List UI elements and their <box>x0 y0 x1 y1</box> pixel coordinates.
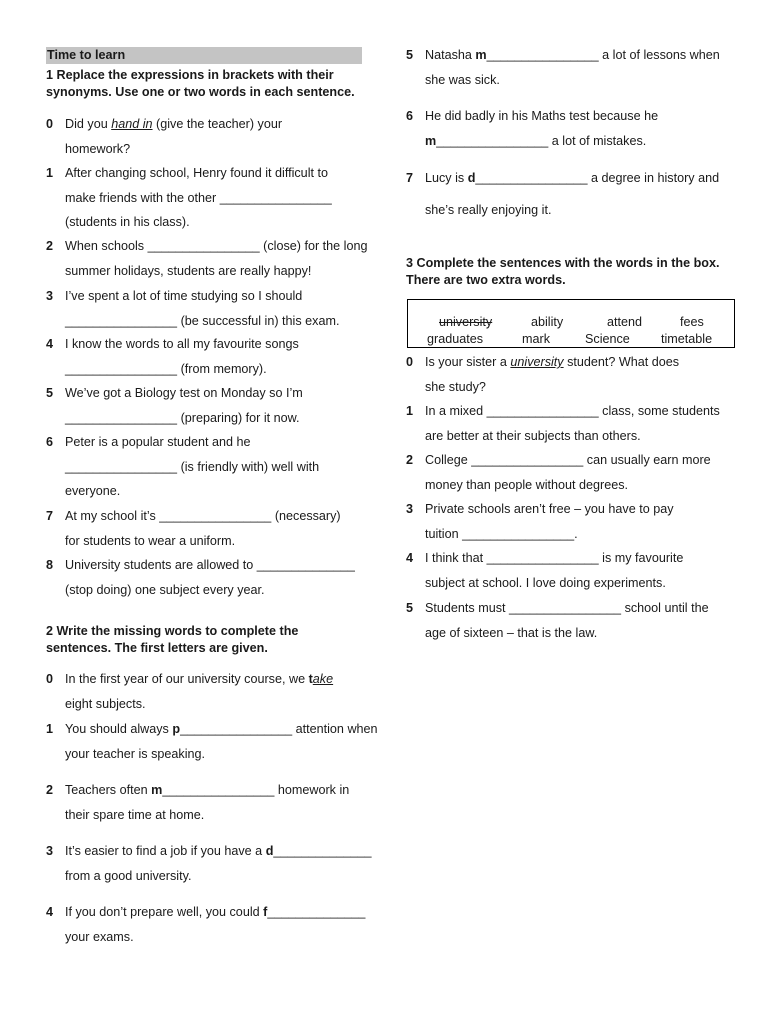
item-text: In a mixed ________________ class, some students <box>425 404 720 418</box>
item-text: University students are allowed to ______________ <box>65 558 355 572</box>
item-text: ______________ <box>273 844 372 858</box>
first-letter: d <box>265 844 274 858</box>
item-number: 2 <box>46 783 54 797</box>
item-text: homework? <box>65 141 131 156</box>
item-text: she study? <box>425 379 486 394</box>
item-text: ________________ (preparing) for it now. <box>65 410 300 425</box>
item-text: she’s really enjoying it. <box>425 202 552 217</box>
word-box <box>407 299 735 348</box>
item-number: 4 <box>46 905 54 919</box>
example-answer: hand in <box>111 117 153 131</box>
instruction-line: There are two extra words. <box>406 273 566 287</box>
item-number: 1 <box>406 404 414 418</box>
instruction-line: 3 Complete the sentences with the words in the box. <box>406 256 720 270</box>
item-number: 1 <box>46 166 54 180</box>
item-text: (give the teacher) your <box>152 117 283 131</box>
item-text: money than people without degrees. <box>425 477 629 492</box>
example-answer: ake <box>312 672 334 686</box>
item-text: ________________ (is friendly with) well with <box>65 459 320 474</box>
word-box-word-crossed: university <box>439 315 493 329</box>
item-text: (students in his class). <box>65 215 190 230</box>
instruction-line: 2 Write the missing words to complete the <box>46 624 299 638</box>
word-box-word: Science <box>585 332 630 346</box>
word-box-word: mark <box>522 332 550 346</box>
item-text: At my school it’s ________________ (necessary) <box>65 509 341 523</box>
item-number: 2 <box>406 453 414 467</box>
instruction-line: sentences. The first letters are given. <box>46 641 268 655</box>
first-letter: t <box>308 672 313 686</box>
item-number: 6 <box>406 109 414 123</box>
item-text: Peter is a popular student and he <box>65 435 251 449</box>
first-letter: p <box>172 722 181 736</box>
item-text: their spare time at home. <box>65 807 205 822</box>
item-text: Did you <box>65 117 112 131</box>
item-text: I’ve spent a lot of time studying so I should <box>65 289 303 303</box>
exercise-3-instruction <box>406 255 720 289</box>
first-letter: f <box>263 905 268 919</box>
item-text: make friends with the other ________________ <box>65 190 332 205</box>
word-box-word: timetable <box>661 332 713 346</box>
item-text: (stop doing) one subject every year. <box>65 582 265 597</box>
instruction-line: 1 Replace the expressions in brackets with their <box>46 68 334 82</box>
item-number: 4 <box>406 551 414 565</box>
exercise-2-instruction <box>46 623 298 657</box>
item-text: College ________________ can usually earn more <box>425 453 711 467</box>
item-text: eight subjects. <box>65 696 146 711</box>
item-text: ______________ <box>267 905 366 919</box>
worksheet-title: Time to learn <box>46 47 362 64</box>
exercise-1-instruction <box>46 67 355 101</box>
item-number: 6 <box>46 435 54 449</box>
first-letter: m <box>475 48 487 62</box>
item-number: 5 <box>406 48 414 62</box>
item-text: Students must ________________ school until the <box>425 601 709 615</box>
item-text: ________________ a degree in history and <box>475 171 720 185</box>
item-text: ________________ homework in <box>162 783 350 797</box>
item-text: from a good university. <box>65 868 192 883</box>
item-text: It’s easier to find a job if you have a <box>65 844 266 858</box>
item-number: 3 <box>46 289 54 303</box>
item-text: If you don’t prepare well, you could <box>65 905 264 919</box>
item-number: 8 <box>46 558 54 572</box>
item-number: 5 <box>46 386 54 400</box>
item-number: 0 <box>406 355 414 369</box>
item-number: 5 <box>406 601 414 615</box>
item-number: 2 <box>46 239 54 253</box>
word-box-word: attend <box>607 315 643 329</box>
item-text: Natasha <box>425 48 476 62</box>
item-text: Lucy is <box>425 171 468 185</box>
item-text: ________________ (from memory). <box>65 361 267 376</box>
item-number: 3 <box>406 502 414 516</box>
item-text: In the first year of our university course, we <box>65 672 309 686</box>
item-number: 0 <box>46 117 54 131</box>
first-letter: m <box>151 783 163 797</box>
item-text: Is your sister a <box>425 355 511 369</box>
item-text: I know the words to all my favourite songs <box>65 337 299 351</box>
item-number: 1 <box>46 722 54 736</box>
item-text: are better at their subjects than others. <box>425 428 641 443</box>
item-text: Private schools aren’t free – you have to pay <box>425 502 674 516</box>
word-box-word: graduates <box>427 332 484 346</box>
item-number: 7 <box>406 171 414 185</box>
word-box-word: fees <box>680 315 704 329</box>
item-text: ________________ attention when <box>180 722 378 736</box>
example-answer: university <box>510 355 564 369</box>
item-text: Teachers often <box>65 783 152 797</box>
item-text: student? What does <box>563 355 680 369</box>
item-text: your teacher is speaking. <box>65 746 206 761</box>
item-text: He did badly in his Maths test because he <box>425 109 659 123</box>
item-text: everyone. <box>65 484 121 499</box>
item-text: ________________ (be successful in) this exam. <box>65 313 340 328</box>
item-text: for students to wear a uniform. <box>65 533 236 548</box>
item-text: subject at school. I love doing experiments. <box>425 575 666 590</box>
item-number: 0 <box>46 672 54 686</box>
item-text: After changing school, Henry found it difficult to <box>65 166 328 180</box>
item-text: ________________ a lot of mistakes. <box>436 133 647 148</box>
item-text: I think that ________________ is my favourite <box>425 551 684 565</box>
item-number: 3 <box>46 844 54 858</box>
item-number: 7 <box>46 509 54 523</box>
item-number: 4 <box>46 337 54 351</box>
item-text: summer holidays, students are really happy! <box>65 263 312 278</box>
first-letter: d <box>467 171 476 185</box>
item-text: We’ve got a Biology test on Monday so I’m <box>65 386 303 400</box>
item-text: age of sixteen – that is the law. <box>425 625 598 640</box>
word-box-word: ability <box>531 315 564 329</box>
item-text: your exams. <box>65 929 134 944</box>
item-text: tuition ________________. <box>425 526 578 541</box>
item-text: When schools ________________ (close) for the long <box>65 239 368 253</box>
item-text: ________________ a lot of lessons when <box>486 48 720 62</box>
instruction-line: synonyms. Use one or two words in each sentence. <box>46 85 355 99</box>
item-text: You should always <box>65 722 173 736</box>
item-text: she was sick. <box>425 72 500 87</box>
first-letter: m <box>425 133 437 148</box>
